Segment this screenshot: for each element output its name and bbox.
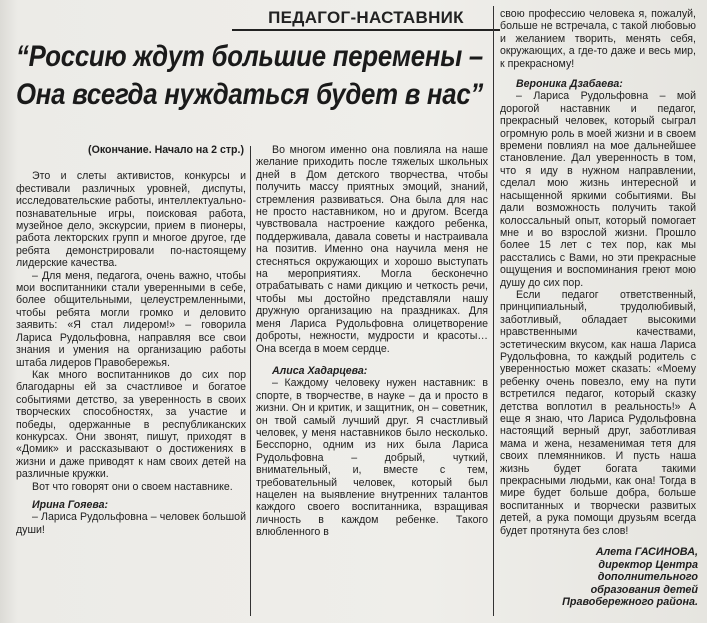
- signature-title-2: дополнительного: [597, 571, 698, 584]
- column-1: [16, 144, 246, 536]
- col1-paragraph-3: Как много воспитанников до сих пор благодарны ей за счастливое и богатое событиями детство, за уверенность в своих творческих способностях, за участие и победы, одержанные в республиканских конкурсах. Они звонят, пишут, приходят в «Домик» и рассказывают о достижениях в жизни и даже приводят к нам своих детей на различные кружки.: [16, 368, 246, 481]
- signature-title-3: образования детей: [590, 583, 698, 596]
- headline-line-1: “Россию ждут большие перемены –: [16, 40, 483, 73]
- col1-paragraph-4: Вот что говорят они о своем наставнике.: [32, 480, 233, 493]
- article-signature: [530, 546, 698, 609]
- col2-paragraph-2: – Каждому человеку нужен наставник: в спорте, в творчестве, в науке – да и просто в жизни. Он и критик, и защитник, он – советник, он твой самый лучший друг. Я счастливый человек, у меня наставников было несколько. Бесспорно, одним из них была Лариса Рудольфовна – добрый, чуткий, внимательный, и, вместе с тем, требовательный человек, который был нацелен на выявление внутренних талантов каждого своего воспитанника, взращивая личность в каждом ребенке. Такого влюбленного в: [256, 377, 488, 539]
- column-divider-1: [250, 146, 251, 616]
- signature-title-1: директор Центра: [598, 558, 698, 571]
- headline-line-2: Она всегда нуждаться будет в нас”: [16, 78, 484, 111]
- column-2: [256, 144, 488, 539]
- author-veronika: Вероника Дзабаева:: [516, 78, 623, 91]
- continuation-note: (Окончание. Начало на 2 стр.): [88, 144, 244, 156]
- signature-name: Алета ГАСИНОВА,: [595, 546, 698, 558]
- col1-paragraph-5: – Лариса Рудольфовна – человек большой души!: [16, 511, 246, 536]
- author-alisa: Алиса Хадарцева:: [272, 364, 368, 377]
- section-rubric: ПЕДАГОГ-НАСТАВНИК: [232, 8, 500, 31]
- column-divider-2: [493, 6, 494, 616]
- col3-paragraph-1: свою профессию человека я, пожалуй, больше не встречала, с такой любовью и желанием творить, менять себя, окружающих, а где-то даже и весь мир, к прекрасному!: [500, 8, 696, 70]
- col1-paragraph-1: Это и слеты активистов, конкурсы и фестивали различных уровней, диспуты, исследовательские работы, интеллектуально-познавательные игры, поисковая работа, музейное дело, экскурсии, прием в пионеры, работа лекторских групп и многое другое, где ребята демонстрировали по-настоящему лидерские качества.: [16, 170, 246, 270]
- col3-paragraph-2: – Лариса Рудольфовна – мой дорогой наставник и педагог, прекрасный человек, который сыграл огромную роль в моей жизни и в своем времени повлиял на мое дальнейшее становление. Дал уверенность в том, что я иду в нужном направлении, сделал мою жизнь интересной и насыщенной яркими событиями. Вы дали возможность получить такой колоссальный опыт, который помогает мне и во взрослой жизни. Прошло более 15 лет с тех пор, как мы расстались с Вами, но эти прекрасные ощущения и воспоминания греют мою душу до сих пор.: [500, 90, 696, 289]
- signature-title-4: Правобережного района.: [562, 596, 698, 609]
- column-3: [500, 8, 696, 537]
- col3-paragraph-3: Если педагог ответственный, принципиальный, трудолюбивый, заботливый, обладает высокими нравственными качествами, эстетическим вкусом, как наша Лариса Рудольфовна, то каждый родитель с уверенностью может сказать: «Моему ребенку очень повезло, ему на пути встретился педагог, который сказку детства воплотил в реальность!» А еще я знаю, что Лариса Рудольфовна настоящий верный друг, заботливая мама и жена, незаменимая тетя для своих племянников. И пусть наша жизнь будет богата такими прекрасными людьми, как она! Тогда в мире будет больше добра, больше воспитанных и творчески развитых детей, а рука помощи друзьям всегда будет протянута без слов!: [500, 288, 696, 537]
- author-irina: Ирина Гояева:: [32, 498, 109, 511]
- article-headline: [16, 38, 502, 114]
- col1-paragraph-2: – Для меня, педагога, очень важно, чтобы мои воспитанники стали уверенными в себе, более общительными, целеустремленными, чтобы ребята могли громко и деловито заявить: «Я стал лидером!» – говорила Лариса Рудольфовна, направляя все свои знания и умения на организацию работы штаба лидеров Правобережья.: [16, 269, 246, 369]
- col2-paragraph-1: Во многом именно она повлияла на наше желание приходить после тяжелых школьных дней в Дом детского творчества, чтобы получить массу приятных эмоций, знаний, стремления развиваться. Она была для нас не просто наставником, но и другом. Всегда чувствовала настроение каждого ребенка, поддерживала, давала советы и настраивала на позитив. Именно она научила меня не стесняться окружающих и хорошо выступать на мероприятиях. Могла бесконечно отрабатывать с нами дикцию и четкость речи, чтобы мы достойно представляли нашу дружную организацию на праздниках. Для меня Лариса Рудольфовна олицетворение доброты, нежности, мудрости и красоты… Она всегда в моем сердце.: [256, 144, 488, 355]
